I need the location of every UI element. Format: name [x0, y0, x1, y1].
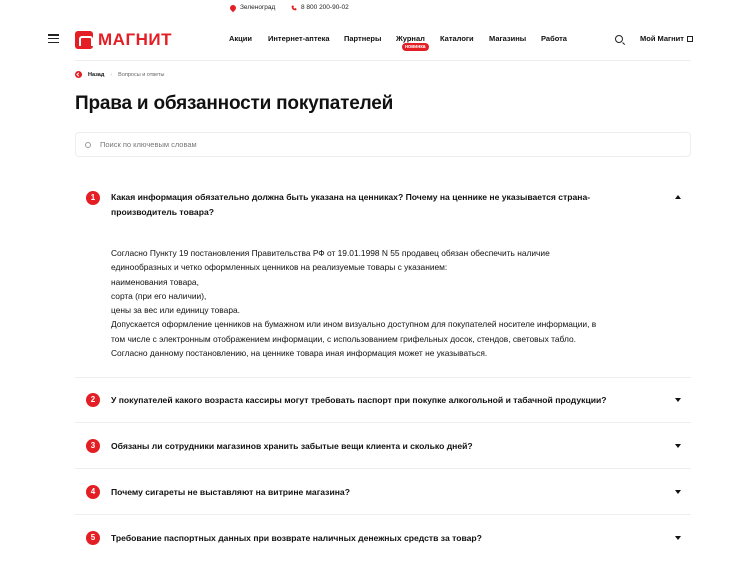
logo-text: МАГНИТ	[98, 30, 172, 49]
faq-question[interactable]: У покупателей какого возраста кассиры могут требовать паспорт при покупке алкогольной и табачной продукции?	[111, 395, 607, 405]
faq-number: 1	[86, 191, 100, 205]
faq-question[interactable]: Обязаны ли сотрудники магазинов хранить забытые вещи клиента и сколько дней?	[111, 441, 473, 451]
back-arrow-icon[interactable]	[75, 71, 82, 78]
search-icon[interactable]	[615, 35, 623, 43]
logo[interactable]	[75, 30, 172, 50]
breadcrumb-back[interactable]: Назад	[88, 71, 105, 78]
faq-search	[75, 132, 691, 157]
faq-separator	[75, 468, 691, 469]
nav-pharmacy[interactable]: Интернет-аптека	[268, 34, 330, 43]
faq-separator	[75, 422, 691, 423]
header-divider	[75, 60, 691, 61]
breadcrumb	[75, 71, 164, 78]
expand-arrow-icon[interactable]	[675, 398, 681, 402]
logo-mark-icon	[75, 31, 93, 49]
phone-link[interactable]	[291, 4, 349, 11]
answer-line: Согласно данному постановлению, на ценнике товара иная информация может не указываться.	[111, 348, 488, 359]
faq-number: 3	[86, 439, 100, 453]
answer-line: том числе с электронным отображением информации, с использованием грифельных досок, стендов, световых табло.	[111, 333, 576, 344]
expand-arrow-icon[interactable]	[675, 444, 681, 448]
answer-line: Согласно Пункту 19 постановления Правительства РФ от 19.01.1998 N 55 продавец обязан обеспечить наличие	[111, 248, 550, 258]
collapse-arrow-icon[interactable]	[675, 195, 681, 199]
nav-partners[interactable]: Партнеры	[344, 34, 382, 43]
account-label: Мой Магнит	[640, 34, 684, 43]
faq-separator	[75, 514, 691, 515]
city-selector[interactable]	[230, 4, 275, 11]
search-field-icon	[85, 142, 91, 148]
answer-line: наименования товара,	[111, 276, 199, 287]
location-pin-icon	[229, 3, 237, 11]
faq-number: 2	[86, 393, 100, 407]
faq-question[interactable]: Требование паспортных данных при возврате наличных денежных средств за товар?	[111, 533, 482, 543]
faq-number: 4	[86, 485, 100, 499]
phone-icon	[291, 5, 297, 11]
top-bar	[0, 0, 750, 16]
breadcrumb-current: Вопросы и ответы	[118, 71, 165, 78]
main-header	[0, 24, 750, 54]
answer-line: цены за вес или единицу товара.	[111, 305, 240, 316]
answer-line: сорта (при его наличии),	[111, 290, 207, 301]
nav-catalogs[interactable]: Каталоги	[440, 34, 474, 43]
expand-arrow-icon[interactable]	[675, 490, 681, 494]
faq-separator	[75, 377, 691, 378]
faq-question[interactable]: Какая информация обязательно должна быть указана на ценниках? Почему на ценнике не указывается страна-производитель товара?	[111, 192, 591, 217]
breadcrumb-separator: ›	[110, 71, 113, 78]
account-link[interactable]	[640, 34, 693, 43]
phone-number: 8 800 200-90-02	[301, 4, 349, 11]
answer-line: Допускается оформление ценников на бумажном или ином визуально доступном для покупателей носителе информации, в	[111, 319, 597, 330]
search-input[interactable]	[100, 133, 680, 156]
nav-jobs[interactable]: Работа	[541, 34, 567, 43]
nav-stores[interactable]: Магазины	[489, 34, 527, 43]
city-label: Зеленоград	[240, 4, 276, 11]
expand-arrow-icon[interactable]	[675, 536, 681, 540]
page-title: Права и обязанности покупателей	[75, 93, 394, 114]
menu-icon[interactable]	[48, 34, 59, 43]
nav-promotions[interactable]: Акции	[229, 34, 253, 43]
faq-question[interactable]: Почему сигареты не выставляют на витрине магазина?	[111, 487, 350, 497]
nav-journal[interactable]: Журнал	[396, 34, 425, 43]
faq-answer	[111, 246, 671, 360]
new-badge: новинка	[402, 43, 429, 51]
answer-line: единообразных и четко оформленных ценников на реализуемые товары с указанием:	[111, 262, 448, 273]
external-link-icon	[687, 36, 693, 42]
faq-number: 5	[86, 531, 100, 545]
